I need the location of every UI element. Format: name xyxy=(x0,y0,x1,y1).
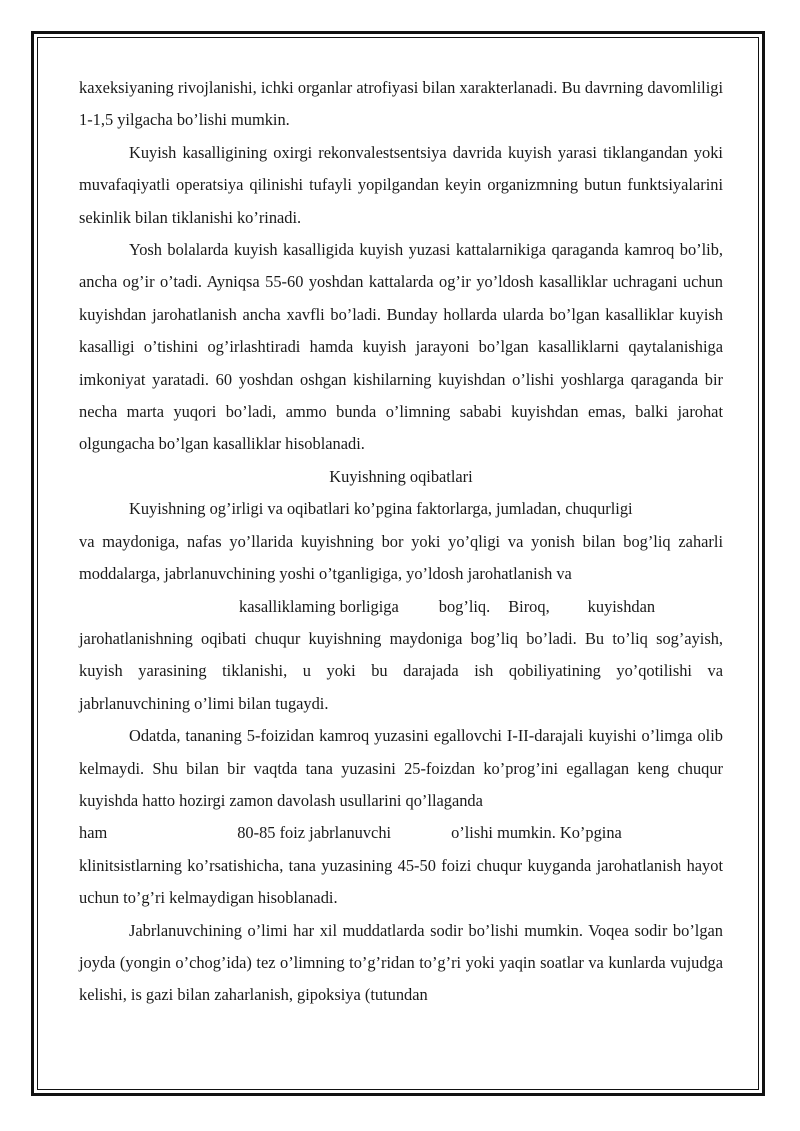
section-heading: Kuyishning oqibatlari xyxy=(329,466,473,486)
text-fragment: kasalliklaming borligiga xyxy=(239,596,399,616)
paragraph-age-factors: Yosh bolalarda kuyish kasalligida kuyish yuzasi kattalarnikiga qaraganda kamroq bo’lib, ancha og’ir o’tadi. Ayniqsa 55-60 yoshdan kattalarda og’ir yo’ldosh kasalliklar uchragani uchun kuyishdan jarohatlanish ancha xavfli bo’ladi. Bunday hollarda ularda bo’lgan kasalliklar kuyish kasalligi o’tishini og’irlashtiradi hamda kuyish jarayoni bo’lgan kasalliklarni qaytalanishiga imkoniyat yaratadi. 60 yoshdan oshgan kishilarning kuyishdan o’lishi yoshlarga qaraganda bir necha marta yuqori bo’ladi, ammo bunda o’limning sababi kuyishdan emas, balki jarohat olgungacha bo’lgan kasalliklar hisoblanadi. xyxy=(79,240,723,454)
paragraph-death-timing: Jabrlanuvchining o’limi har xil muddatlarda sodir bo’lishi mumkin. Voqea sodir bo’lgan joyda (yongin o’chog’ida) tez o’limning to’g’ridan to’g’ri yoki yaqin soatlar va kunlarda vujudga kelishi, is gazi bilan zaharlanish, gipoksiya (tutundan xyxy=(79,920,723,1005)
text-fragment: Biroq, xyxy=(508,596,550,616)
paragraph-rekonvalestsentsiya: Kuyish kasalligining oxirgi rekonvalestsentsiya davrida kuyish yarasi tiklangandan yoki muvafaqiyatli operatsiya qilinishi tufayli yopilgandan keyin organizmning butun funktsiyalarini sekinlik bilan tiklanishi ko’rinadi. xyxy=(79,142,723,227)
paragraph-continuation: kaxeksiyaning rivojlanishi, ichki organlar atrofiyasi bilan xarakterlanadi. Bu davrning davomliligi 1-1,5 yilgacha bo’lishi mumkin. xyxy=(79,78,723,130)
paragraph-line: va maydoniga, nafas yo’llarida kuyishning bor yoki yo’qligi va yonish bilan bog’liq zaharli moddalarga, jabrlanuvchining yoshi o’tganligiga, yo’ldosh jarohatlanish va xyxy=(79,531,723,584)
paragraph-line: jarohatlanishning oqibati chuqur kuyishning maydoniga bog’liq bo’ladi. Bu to’liq sog’ayish, kuyish yarasining tiklanishi, u yoki bu darajada ish qobiliyatining yo’qotilishi va jabrlanuvchining o’limi bilan tugaydi. xyxy=(79,628,723,713)
paragraph-line-spaced xyxy=(79,591,723,623)
paragraph-consequences xyxy=(79,493,723,720)
paragraph-mortality-percent xyxy=(79,720,723,914)
paragraph-line: Kuyishning og’irligi va oqibatlari ko’pgina faktorlarga, jumladan, chuqurligi xyxy=(129,499,633,519)
text-fragment: o’lishi mumkin. Ko’pgina xyxy=(451,823,622,843)
paragraph-line-spaced xyxy=(79,817,723,849)
paragraph-line: Odatda, tananing 5-foizidan kamroq yuzasini egallovchi I-II-darajali kuyishi o’limga olib kelmaydi. Shu bilan bir vaqtda tana yuzasini 25-foizdan ko’prog’ini egallagan keng chuqur kuyishda hatto hozirgi zamon davolash usullarini qo’llaganda xyxy=(79,726,723,810)
text-fragment: ham xyxy=(79,823,108,843)
text-fragment: 80-85 foiz jabrlanuvchi xyxy=(237,823,392,843)
text-fragment: bog’liq. xyxy=(438,596,491,616)
paragraph-line: klinitsistlarning ko’rsatishicha, tana yuzasining 45-50 foizi chuqur kuyganda jarohatlanish hayot uchun to’g’ri kelmaydigan hisoblanadi. xyxy=(79,855,723,908)
document-body xyxy=(79,72,723,1012)
text-fragment: kuyishdan xyxy=(587,596,656,616)
